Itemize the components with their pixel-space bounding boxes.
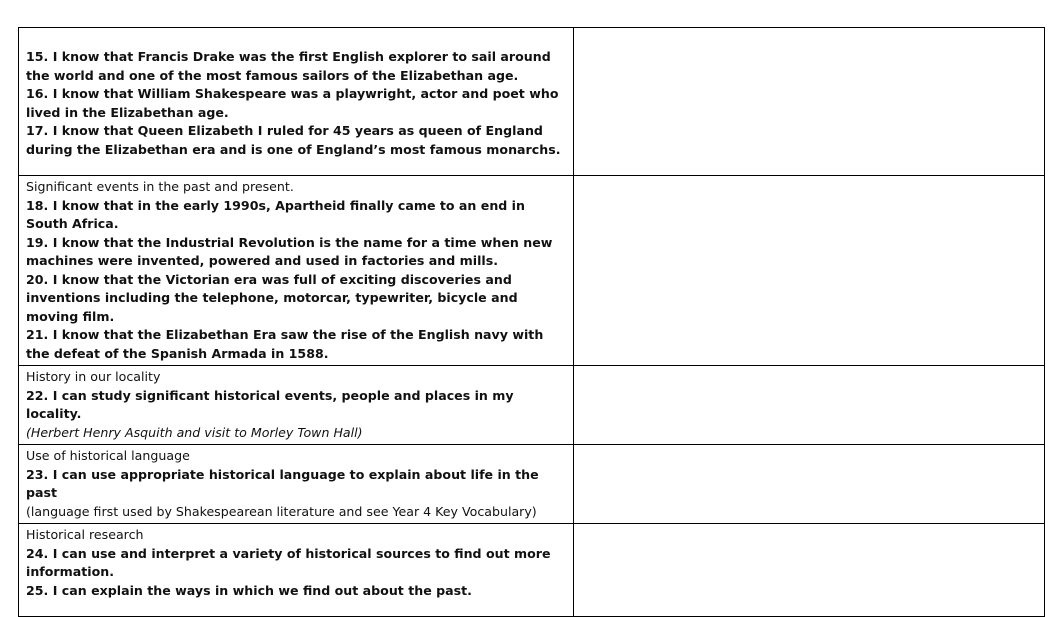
statement-18: 18. I know that in the early 1990s, Apartheid finally came to an end in South Africa.	[26, 197, 525, 231]
statement-17: 17. I know that Queen Elizabeth I ruled for 45 years as queen of England during the Elizabethan era and is one of England’s most famous monarchs.	[26, 123, 561, 157]
note-text: (Herbert Henry Asquith and visit to Morley Town Hall)	[26, 424, 363, 440]
evidence-cell	[574, 445, 1045, 524]
section-heading: Historical research	[26, 527, 144, 542]
evidence-cell	[574, 524, 1045, 617]
statement-21: 21. I know that the Elizabethan Era saw the rise of the English navy with the defeat of the Spanish Armada in 1588.	[26, 327, 544, 361]
table-row	[19, 524, 1045, 617]
objectives-cell	[19, 366, 574, 445]
statement-19: 19. I know that the Industrial Revolution is the name for a time when new machines were invented, powered and used in factories and mills.	[26, 234, 553, 268]
evidence-cell	[574, 28, 1045, 176]
table-row	[19, 176, 1045, 366]
table-row	[19, 28, 1045, 176]
objectives-cell	[19, 524, 574, 617]
section-heading: Significant events in the past and present.	[26, 179, 294, 194]
curriculum-table	[18, 27, 1045, 617]
statement-24: 24. I can use and interpret a variety of historical sources to find out more information.	[26, 545, 551, 579]
table-row	[19, 445, 1045, 524]
table-row	[19, 366, 1045, 445]
objectives-cell	[19, 28, 574, 176]
section-heading: History in our locality	[26, 369, 161, 384]
statement-15: 15. I know that Francis Drake was the first English explorer to sail around the world and one of the most famous sailors of the Elizabethan age.	[26, 49, 551, 83]
note-text: (language first used by Shakespearean literature and see Year 4 Key Vocabulary)	[26, 503, 537, 519]
section-heading: Use of historical language	[26, 448, 190, 463]
statement-22: 22. I can study significant historical events, people and places in my locality.	[26, 387, 514, 421]
statement-20: 20. I know that the Victorian era was full of exciting discoveries and inventions including the telephone, motorcar, typewriter, bicycle and moving film.	[26, 271, 518, 324]
objectives-cell	[19, 176, 574, 366]
statement-25: 25. I can explain the ways in which we find out about the past.	[26, 582, 472, 598]
objectives-cell	[19, 445, 574, 524]
evidence-cell	[574, 366, 1045, 445]
statement-23: 23. I can use appropriate historical language to explain about life in the past	[26, 466, 539, 500]
statement-16: 16. I know that William Shakespeare was a playwright, actor and poet who lived in the Elizabethan age.	[26, 86, 559, 120]
evidence-cell	[574, 176, 1045, 366]
